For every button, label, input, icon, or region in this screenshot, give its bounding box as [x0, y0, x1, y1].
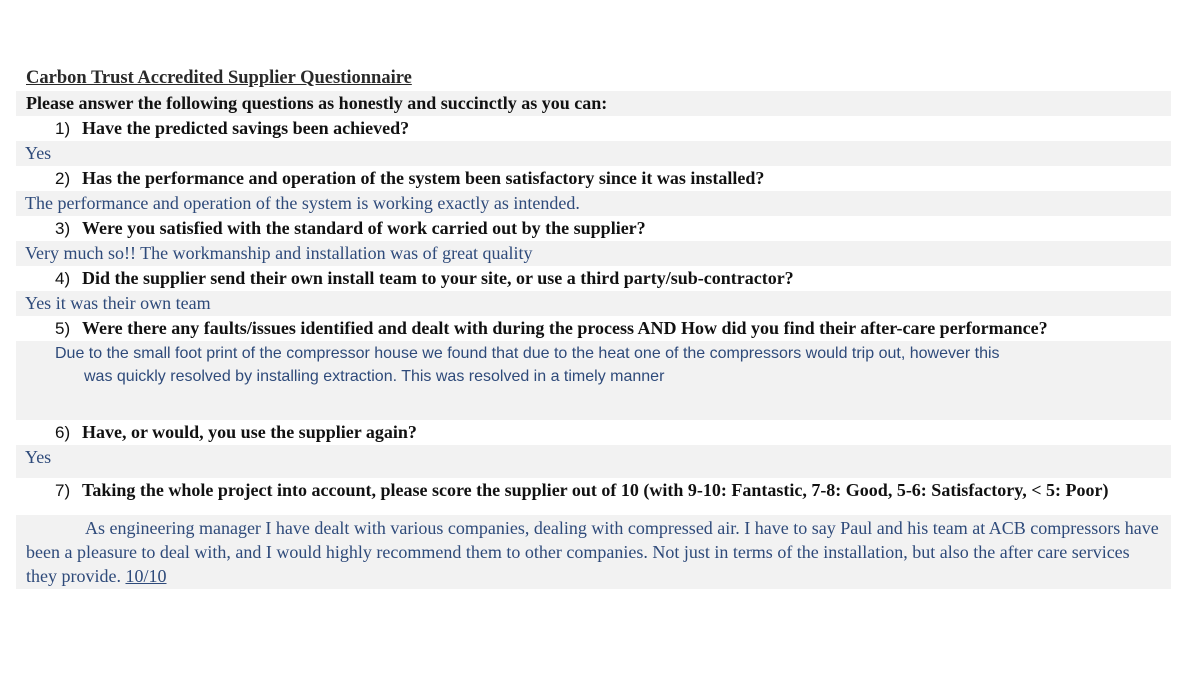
answer-5: [16, 341, 1171, 388]
question-text: Has the performance and operation of the system been satisfactory since it was installed?: [82, 168, 765, 188]
answer-5-line-2: was quickly resolved by installing extraction. This was resolved in a timely manner: [84, 368, 665, 385]
score-value: 10/10: [125, 566, 167, 586]
question-text: Taking the whole project into account, please score the supplier out of 10 (with 9-10: Fantastic, 7-8: Good, 5-6: Satisfactory, < 5: Poor): [82, 480, 1109, 500]
question-5: [16, 316, 1171, 341]
document-title: Carbon Trust Accredited Supplier Questionnaire: [26, 68, 412, 88]
question-2: [16, 166, 1171, 191]
question-text: Were you satisfied with the standard of work carried out by the supplier?: [82, 218, 646, 238]
answer-6: Yes: [16, 445, 1171, 470]
question-text: Did the supplier send their own install team to your site, or use a third party/sub-contractor?: [82, 268, 794, 288]
answer-2: The performance and operation of the system is working exactly as intended.: [16, 191, 1171, 216]
question-text: Were there any faults/issues identified and dealt with during the process AND How did you find their after-care performance?: [82, 318, 1048, 338]
question-number: 2): [55, 169, 71, 188]
question-6: [16, 420, 1171, 445]
question-text: Have the predicted savings been achieved?: [82, 118, 410, 138]
question-number: 5): [55, 319, 71, 338]
question-number: 4): [55, 269, 71, 288]
blank-answer-row: [16, 470, 1171, 478]
question-number: 1): [55, 119, 71, 138]
answer-4: Yes it was their own team: [16, 291, 1171, 316]
answer-1: Yes: [16, 141, 1171, 166]
answer-7-text: As engineering manager I have dealt with various companies, dealing with compressed air. I have to say Paul and his team at ACB compressors have been a pleasure to deal with, and I would highly recommend them to other companies. Not just in terms of the installation, but also the after care services they provide.: [26, 518, 1159, 586]
instructions-text: Please answer the following questions as honestly and succinctly as you can:: [16, 91, 1171, 116]
question-number: 6): [55, 423, 71, 442]
answer-7: [16, 515, 1171, 589]
question-7: [16, 478, 1171, 503]
question-1: [16, 116, 1171, 141]
question-text: Have, or would, you use the supplier again?: [82, 422, 417, 442]
question-number: 3): [55, 219, 71, 238]
question-3: [16, 216, 1171, 241]
question-4: [16, 266, 1171, 291]
questionnaire-document: [16, 66, 1171, 589]
answer-5-line-1: Due to the small foot print of the compressor house we found that due to the heat one of the compressors would trip out, however this: [55, 345, 1000, 362]
blank-answer-row: [16, 388, 1171, 420]
question-number: 7): [55, 481, 71, 500]
answer-3: Very much so!! The workmanship and installation was of great quality: [16, 241, 1171, 266]
